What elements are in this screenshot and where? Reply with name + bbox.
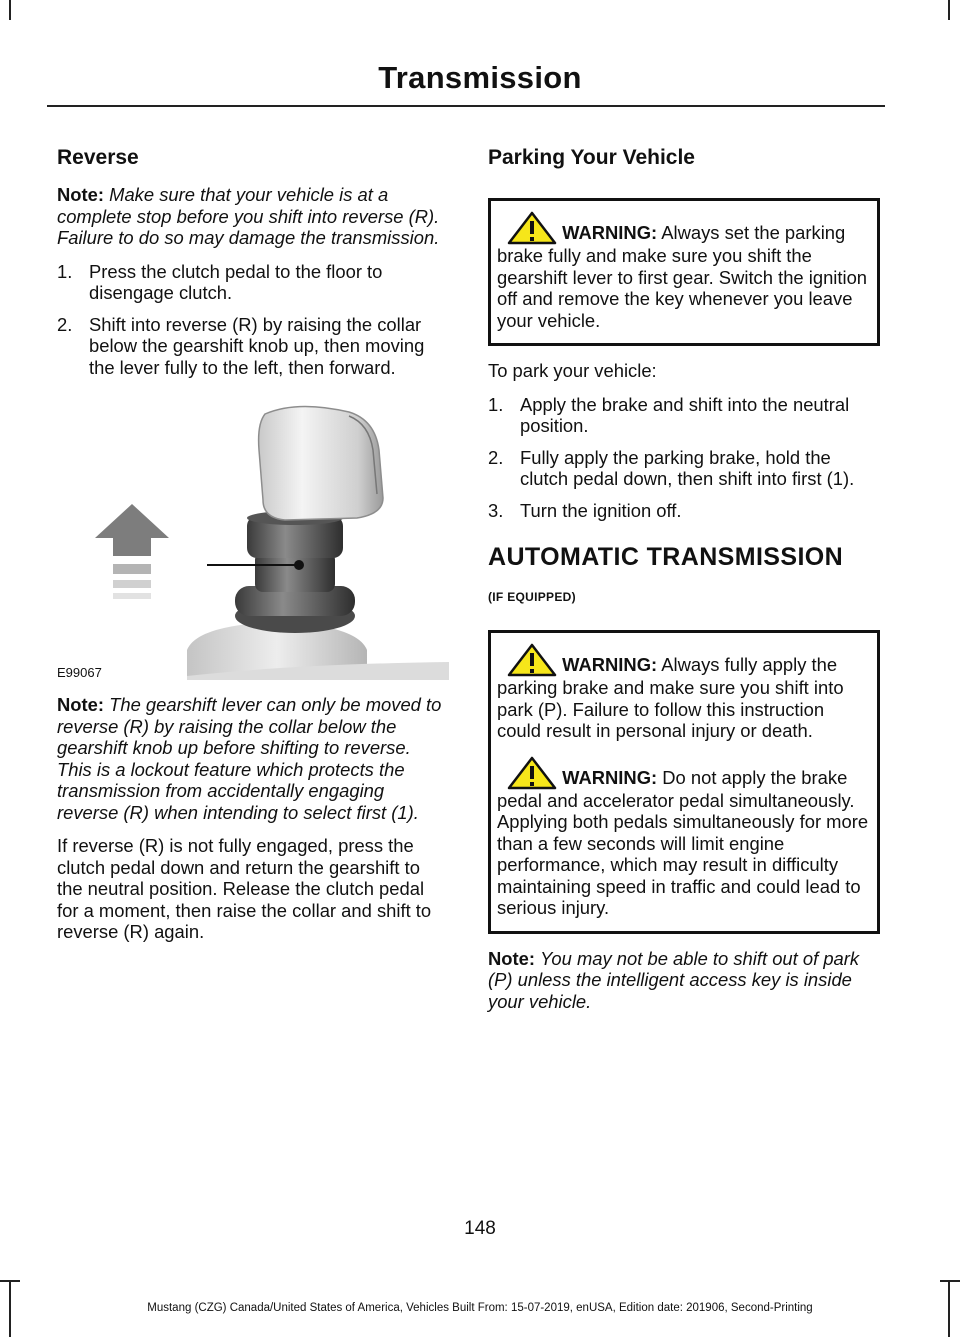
left-column (57, 140, 449, 955)
warning-triangle-icon (507, 643, 557, 677)
section-subtitle: (IF EQUIPPED) (488, 590, 576, 604)
note-label: Note: (57, 184, 104, 205)
warning-block (497, 756, 871, 919)
warning-triangle-icon (507, 211, 557, 245)
gearshift-knob-illustration (57, 390, 449, 680)
page-number: 148 (464, 1218, 496, 1239)
park-steps (488, 394, 880, 522)
page-title: Transmission (378, 60, 582, 95)
step-text: Apply the brake and shift into the neutral position. (520, 393, 850, 436)
warning-text: Do not apply the brake pedal and accelerator pedal simultaneously. Applying both pedals simultaneously for more than a few seconds will limit engine performance, which may result in difficulty maintaining speed in traffic and could lead to serious injury. (497, 766, 869, 918)
reverse-steps (57, 261, 449, 379)
warning-text: Always set the parking brake fully and make sure you shift the gearshift lever to first gear. Switch the ignition off and remove the key whenever you leave your vehicle. (497, 222, 868, 331)
warning-block (497, 211, 871, 331)
step-text: Shift into reverse (R) by raising the collar below the gearshift knob up, then moving the lever fully to the left, then forward. (89, 313, 425, 378)
crop-mark (948, 0, 950, 20)
list-item (488, 447, 880, 490)
reverse-paragraph: If reverse (R) is not fully engaged, press the clutch pedal down and return the gearshift to the neutral position. Release the clutch pedal for a moment, then raise the collar and shift to reverse (R) again. (57, 835, 432, 942)
note-text: You may not be able to shift out of park (P) unless the intelligent access key is inside your vehicle. (488, 947, 860, 1012)
step-number: 2. (57, 313, 73, 335)
note-label: Note: (488, 947, 535, 969)
warning-block (497, 643, 871, 742)
section-heading-reverse: Reverse (57, 146, 139, 169)
warning-text: Always fully apply the parking brake and make sure you shift into park (P). Failure to follow this instruction could result in personal injury or death. (497, 654, 844, 741)
step-text: Turn the ignition off. (520, 499, 682, 521)
warning-box-automatic (488, 630, 880, 934)
list-item (488, 394, 880, 437)
note-gearshift-lockout (57, 694, 449, 823)
note-text: The gearshift lever can only be moved to reverse (R) by raising the collar below the gearshift knob up before shifting to reverse. This is a lockout feature which protects the transmission from accidentally engaging reverse (R) when intending to select first (1). (57, 694, 442, 823)
footer-text: Mustang (CZG) Canada/United States of America, Vehicles Built From: 15-07-2019, enUSA, Edition date: 201906, Second-Printing (147, 1302, 813, 1314)
crop-mark (940, 1280, 960, 1282)
note-text: Make sure that your vehicle is at a complete stop before you shift into reverse (R). Failure to do so may damage the transmission. (57, 184, 440, 248)
figure-code: E99067 (57, 665, 102, 680)
note-label: Note: (57, 694, 104, 715)
title-divider (47, 105, 885, 107)
step-number: 1. (57, 260, 73, 282)
list-item (488, 500, 880, 522)
step-number: 1. (488, 393, 504, 415)
warning-label: WARNING: (562, 654, 658, 675)
warning-label: WARNING: (562, 766, 658, 788)
step-number: 2. (488, 446, 504, 468)
gearshift-knob-figure (57, 390, 449, 680)
warning-box-parking (488, 198, 880, 346)
crop-mark (9, 0, 11, 20)
note-reverse (57, 184, 449, 249)
step-text: Press the clutch pedal to the floor to disengage clutch. (89, 260, 383, 303)
park-intro: To park your vehicle: (488, 360, 657, 381)
step-text: Fully apply the parking brake, hold the clutch pedal down, then shift into first (1). (520, 446, 855, 489)
warning-label: WARNING: (562, 222, 658, 243)
step-number: 3. (488, 499, 504, 521)
note-intelligent-access (488, 948, 880, 1013)
section-heading-parking: Parking Your Vehicle (488, 146, 695, 169)
list-item (57, 314, 449, 379)
right-column (488, 140, 880, 1024)
section-title-automatic: AUTOMATIC TRANSMISSION (488, 543, 844, 571)
crop-mark (0, 1280, 20, 1282)
warning-triangle-icon (507, 756, 557, 790)
list-item (57, 261, 449, 304)
